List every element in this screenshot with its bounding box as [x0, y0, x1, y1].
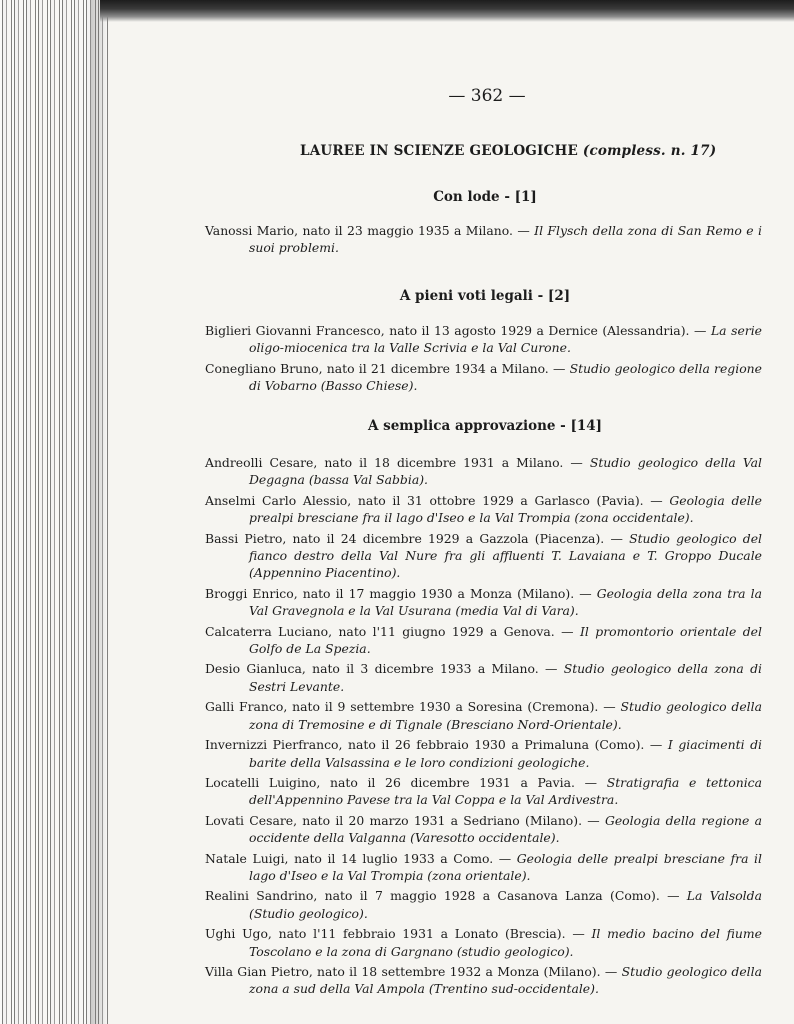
entry-person: Calcaterra Luciano, nato l'11 giugno 1929 a Genova. — — [205, 623, 574, 639]
entry-person: Galli Franco, nato il 9 settembre 1930 a Soresina (Cremona). — — [205, 699, 616, 715]
entry-person: Villa Gian Pietro, nato il 18 settembre 1932 a Monza (Milano). — — [205, 963, 618, 979]
list-item — [205, 322, 762, 357]
entry-thesis: Il Flysch della zona di San Remo e i suoi problemi. — [249, 223, 762, 256]
entry-thesis: Studio geologico della zona di Sestri Levante. — [249, 661, 762, 694]
entry-person: Natale Luigi, nato il 14 luglio 1933 a Como. — — [205, 850, 512, 866]
page-title — [300, 143, 770, 159]
entry-list-semplice — [205, 454, 762, 1001]
section-heading-semplice: A semplica approvazione - [14] — [367, 418, 603, 434]
entry-person: Locatelli Luigino, nato il 26 dicembre 1931 a Pavia. — — [205, 774, 598, 790]
list-item — [205, 698, 762, 733]
entry-person: Realini Sandrino, nato il 7 maggio 1928 a Casanova Lanza (Como). — — [205, 888, 680, 904]
entry-thesis: Studio geologico della regione di Vobarno (Basso Chiese). — [249, 360, 762, 394]
entry-person: Biglieri Giovanni Francesco, nato il 13 agosto 1929 a Dernice (Alessandria). — — [205, 323, 707, 338]
entry-person: Invernizzi Pierfranco, nato il 26 febbraio 1930 a Primaluna (Como). — — [205, 737, 663, 753]
scan-top-shadow — [100, 0, 794, 22]
entry-thesis: I giacimenti di barite della Valsassina e le loro condizioni geologiche. — [249, 737, 763, 770]
section-heading-con-lode: Con lode - [1] — [433, 189, 537, 205]
entry-person: Desio Gianluca, nato il 3 dicembre 1933 a Milano. — — [205, 661, 558, 677]
list-item — [205, 222, 762, 257]
list-item — [205, 774, 762, 809]
entry-thesis: Geologia della regione a occidente della Valganna (Varesotto occidentale). — [249, 812, 762, 846]
list-item — [205, 812, 762, 847]
page-number: — 362 — — [448, 86, 526, 106]
scan-binding-edge — [0, 0, 108, 1024]
entry-person: Broggi Enrico, nato il 17 maggio 1930 a Monza (Milano). — — [205, 585, 592, 601]
entry-person: Anselmi Carlo Alessio, nato il 31 ottobre 1929 a Garlasco (Pavia). — — [205, 492, 663, 508]
list-item — [205, 360, 762, 395]
list-item — [205, 492, 762, 527]
list-item — [205, 736, 762, 771]
entry-thesis: Il promontorio orientale del Golfo de La Spezia. — [249, 623, 762, 657]
list-item — [205, 623, 762, 658]
list-item — [205, 963, 762, 998]
entry-thesis: Studio geologico della Val Degagna (bassa Val Sabbia). — [249, 455, 762, 488]
title-text: LAUREE IN SCIENZE GEOLOGICHE — [300, 143, 578, 159]
list-item — [205, 660, 762, 695]
entry-thesis: La serie oligo-miocenica tra la Valle Scrivia e la Val Curone. — [249, 323, 762, 356]
entry-thesis: Stratigrafia e tettonica dell'Appennino Pavese tra la Val Coppa e la Val Ardivestra. — [249, 774, 762, 808]
entry-person: Lovati Cesare, nato il 20 marzo 1931 a Sedriano (Milano). — — [205, 812, 600, 828]
entry-thesis: Geologia della zona tra la Val Gravegnola e la Val Usurana (media Val di Vara). — [249, 585, 762, 619]
entry-list-con-lode — [205, 222, 762, 260]
entry-thesis: Studio geologico del fianco destro della Val Nure fra gli affluenti T. Lavaiana e T. Groppo Ducale (Appennino Piacentino). — [249, 530, 762, 581]
entry-thesis: La Valsolda (Studio geologico). — [249, 888, 762, 921]
title-count: (compless. n. 17) — [582, 143, 717, 159]
list-item — [205, 454, 762, 489]
entry-person: Conegliano Bruno, nato il 21 dicembre 1934 a Milano. — — [205, 360, 566, 376]
list-item — [205, 530, 762, 582]
entry-person: Bassi Pietro, nato il 24 dicembre 1929 a Gazzola (Piacenza). — — [205, 530, 623, 546]
entry-thesis: Studio geologico della zona di Tremosine e di Tignale (Bresciano Nord-Orientale). — [249, 699, 762, 732]
entry-person: Vanossi Mario, nato il 23 maggio 1935 a Milano. — — [205, 223, 530, 238]
list-item — [205, 925, 762, 960]
entry-person: Ughi Ugo, nato l'11 febbraio 1931 a Lonato (Brescia). — — [205, 926, 585, 942]
entry-thesis: Geologia delle prealpi bresciane fra il lago d'Iseo e la Val Trompia (zona orientale). — [249, 850, 762, 883]
list-item — [205, 850, 762, 885]
entry-person: Andreolli Cesare, nato il 18 dicembre 1931 a Milano. — — [205, 455, 583, 470]
list-item — [205, 887, 762, 922]
entry-thesis: Geologia delle prealpi bresciane fra il lago d'Iseo e la Val Trompia (zona occidentale). — [249, 492, 762, 526]
section-heading-pieni-voti: A pieni voti legali - [2] — [399, 288, 571, 304]
list-item — [205, 585, 762, 620]
entry-thesis: Studio geologico della zona a sud della Val Ampola (Trentino sud-occidentale). — [249, 963, 762, 997]
entry-thesis: Il medio bacino del fiume Toscolano e la zona di Gargnano (studio geologico). — [249, 926, 762, 959]
entry-list-pieni-voti — [205, 322, 762, 398]
